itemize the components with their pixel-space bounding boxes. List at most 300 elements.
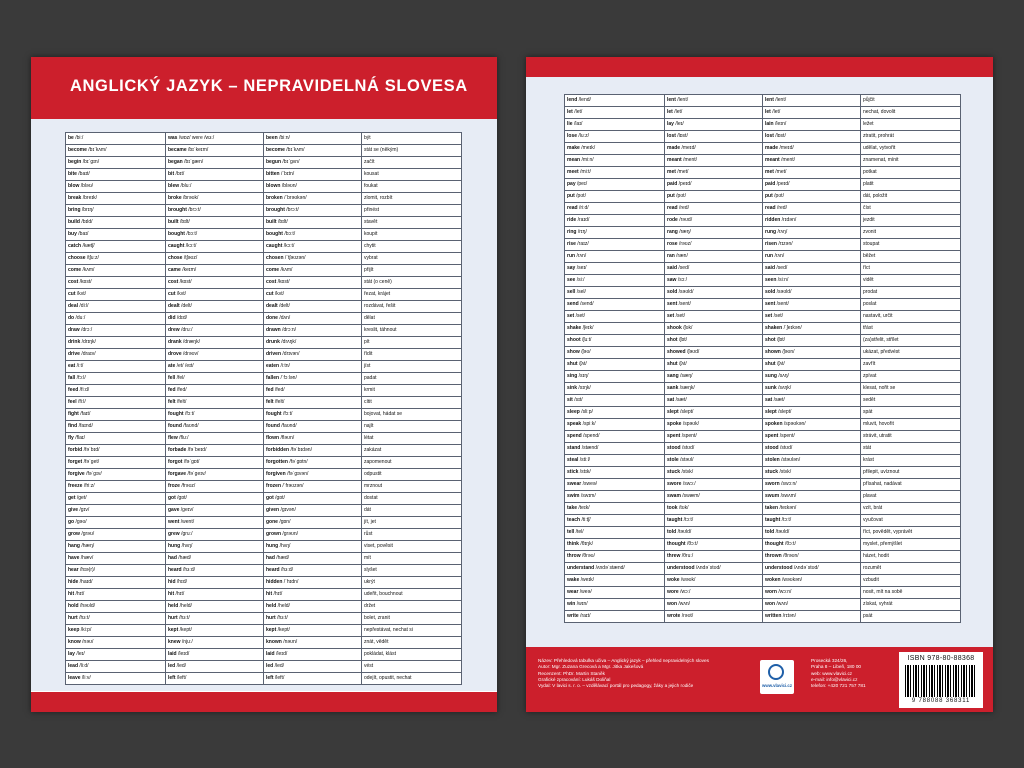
past-simple-cell <box>166 373 264 385</box>
past-participle-cell <box>763 539 861 551</box>
infinitive-pronunciation: /haɪd/ <box>79 579 93 585</box>
past-simple-cell <box>166 673 264 685</box>
past-participle-word: shown <box>765 349 781 355</box>
past-simple-word: thought <box>667 541 686 547</box>
infinitive-pronunciation: /let/ <box>574 109 583 115</box>
past-participle-cell <box>763 515 861 527</box>
czech-translation: vybrat <box>362 253 462 265</box>
czech-translation: poslat <box>861 299 961 311</box>
past-simple-pronunciation: /ʃʊk/ <box>683 325 693 331</box>
past-simple-cell <box>166 481 264 493</box>
past-simple-word: swam <box>667 493 681 499</box>
past-simple-cell <box>665 215 763 227</box>
table-row <box>565 287 961 299</box>
past-participle-cell <box>264 145 362 157</box>
past-simple-word: grew <box>168 531 180 537</box>
infinitive-cell <box>66 385 166 397</box>
czech-translation: být <box>362 133 462 145</box>
infinitive-word: lend <box>567 97 578 103</box>
czech-translation: házet, hodit <box>861 551 961 563</box>
infinitive-pronunciation: /pʊt/ <box>576 193 586 199</box>
infinitive-pronunciation: /baɪ/ <box>78 231 89 237</box>
past-participle-pronunciation: /slept/ <box>778 409 792 415</box>
past-simple-cell <box>665 563 763 575</box>
infinitive-word: blow <box>68 183 80 189</box>
infinitive-pronunciation: /luːz/ <box>578 133 589 139</box>
past-simple-pronunciation: /ɡeɪv/ <box>180 507 194 513</box>
past-simple-word: showed <box>667 349 686 355</box>
past-simple-pronunciation: /brɔːt/ <box>188 207 201 213</box>
czech-translation: vzbudit <box>861 575 961 587</box>
table-row <box>66 229 462 241</box>
past-simple-pronunciation: /njuː/ <box>181 639 193 645</box>
czech-translation: vidět <box>861 275 961 287</box>
infinitive-cell <box>66 373 166 385</box>
infinitive-word: see <box>567 277 576 283</box>
czech-translation: vést <box>362 661 462 673</box>
infinitive-word: lie <box>567 121 573 127</box>
table-row <box>66 361 462 373</box>
past-participle-word: sunk <box>765 385 777 391</box>
past-simple-pronunciation: /druː/ <box>181 327 193 333</box>
table-row <box>66 445 462 457</box>
past-participle-word: sat <box>765 397 773 403</box>
past-simple-cell <box>665 275 763 287</box>
infinitive-cell <box>565 287 665 299</box>
infinitive-cell <box>66 169 166 181</box>
past-simple-pronunciation: /delt/ <box>181 303 192 309</box>
infinitive-word: take <box>567 505 578 511</box>
past-simple-pronunciation: /təʊld/ <box>677 529 692 535</box>
past-participle-word: bitten <box>266 171 280 177</box>
past-participle-cell <box>763 359 861 371</box>
past-simple-pronunciation: /slept/ <box>680 409 694 415</box>
czech-translation: odpustit <box>362 469 462 481</box>
table-row <box>565 419 961 431</box>
past-participle-cell <box>264 469 362 481</box>
czech-translation: zavřít <box>861 359 961 371</box>
infinitive-pronunciation: /set/ <box>575 313 586 319</box>
past-participle-cell <box>763 335 861 347</box>
infinitive-cell <box>66 505 166 517</box>
infinitive-pronunciation: /seɪ/ <box>576 265 587 271</box>
infinitive-word: wake <box>567 577 580 583</box>
past-simple-word: let <box>667 109 673 115</box>
table-row <box>66 181 462 193</box>
past-participle-word: told <box>765 529 775 535</box>
past-participle-word: eaten <box>266 363 280 369</box>
infinitive-pronunciation: /θɪŋk/ <box>580 541 593 547</box>
infinitive-pronunciation: /liːd/ <box>79 663 89 669</box>
past-simple-cell <box>166 637 264 649</box>
table-row <box>565 563 961 575</box>
infinitive-cell <box>66 361 166 373</box>
past-simple-cell <box>166 529 264 541</box>
infinitive-pronunciation: /liːv/ <box>81 675 91 681</box>
table-row <box>66 325 462 337</box>
infinitive-word: feel <box>68 399 77 405</box>
past-simple-cell <box>665 491 763 503</box>
table-row <box>66 313 462 325</box>
table-row <box>66 673 462 685</box>
past-participle-word: ridden <box>765 217 781 223</box>
past-simple-pronunciation: /bɪˈkeɪm/ <box>188 147 209 153</box>
infinitive-word: say <box>567 265 576 271</box>
past-participle-cell <box>264 193 362 205</box>
table-row <box>66 205 462 217</box>
past-participle-pronunciation: /hʌŋ/ <box>279 543 291 549</box>
past-participle-pronunciation: /rʌŋ/ <box>777 229 788 235</box>
past-participle-word: forbidden <box>266 447 290 453</box>
past-simple-cell <box>665 539 763 551</box>
infinitive-pronunciation: /riːd/ <box>578 205 589 211</box>
infinitive-pronunciation: /fəˈɡet/ <box>83 459 100 465</box>
czech-translation: ukázat, předvést <box>861 347 961 359</box>
past-participle-word: shot <box>765 337 776 343</box>
past-participle-pronunciation: /səʊld/ <box>776 289 792 295</box>
infinitive-word: break <box>68 195 82 201</box>
past-participle-pronunciation: /let/ <box>772 109 781 115</box>
infinitive-cell <box>66 229 166 241</box>
infinitive-cell <box>66 625 166 637</box>
past-simple-word: stood <box>667 445 681 451</box>
past-simple-pronunciation: /stʌk/ <box>681 469 694 475</box>
past-participle-cell <box>264 361 362 373</box>
table-row <box>66 157 462 169</box>
past-simple-cell <box>665 467 763 479</box>
past-participle-pronunciation: /ˈfrəʊzən/ <box>282 483 304 489</box>
infinitive-pronunciation: /ʃeɪk/ <box>582 325 594 331</box>
past-participle-pronunciation: /biːn/ <box>279 135 290 141</box>
infinitive-pronunciation: /drɔː/ <box>81 327 93 333</box>
czech-translation: dostat <box>362 493 462 505</box>
past-participle-word: won <box>765 601 775 607</box>
past-participle-word: built <box>266 219 277 225</box>
past-participle-pronunciation: /sent/ <box>776 301 789 307</box>
infinitive-pronunciation: /ɡrəʊ/ <box>81 531 95 537</box>
past-participle-pronunciation: /rʌn/ <box>774 253 785 259</box>
past-participle-cell <box>264 529 362 541</box>
past-simple-pronunciation: /fluː/ <box>179 435 189 441</box>
infinitive-word: build <box>68 219 80 225</box>
czech-translation: zvonit <box>861 227 961 239</box>
table-row <box>565 95 961 107</box>
table-row <box>66 649 462 661</box>
past-participle-word: felt <box>266 399 274 405</box>
infinitive-cell <box>66 349 166 361</box>
past-simple-word: bit <box>168 171 175 177</box>
past-simple-word: sank <box>667 385 679 391</box>
past-simple-cell <box>166 181 264 193</box>
table-row <box>66 145 462 157</box>
czech-translation: udeřit, bouchnout <box>362 589 462 601</box>
infinitive-pronunciation: /stɪk/ <box>579 469 591 475</box>
czech-translation: vzít, brát <box>861 503 961 515</box>
past-simple-cell <box>166 241 264 253</box>
past-participle-cell <box>264 565 362 577</box>
credits-line: Recenzent: PhDr. Martin Staněk <box>538 670 605 676</box>
past-simple-cell <box>665 323 763 335</box>
infinitive-word: buy <box>68 231 77 237</box>
czech-translation: přinést <box>362 205 462 217</box>
past-participle-pronunciation: /drʌŋk/ <box>281 339 297 345</box>
past-simple-cell <box>665 599 763 611</box>
past-simple-cell <box>166 313 264 325</box>
infinitive-word: come <box>68 267 82 273</box>
infinitive-pronunciation: /lend/ <box>578 97 591 103</box>
infinitive-pronunciation: /leɪ/ <box>76 651 85 657</box>
infinitive-word: keep <box>68 627 80 633</box>
past-participle-pronunciation: /ɡɒt/ <box>275 495 285 501</box>
infinitive-word: swim <box>567 493 580 499</box>
infinitive-word: grow <box>68 531 80 537</box>
infinitive-word: put <box>567 193 575 199</box>
czech-translation: rozdávat, řešit <box>362 301 462 313</box>
czech-translation: půjčit <box>861 95 961 107</box>
infinitive-cell <box>66 277 166 289</box>
infinitive-cell <box>565 311 665 323</box>
infinitive-pronunciation: /bɪld/ <box>81 219 93 225</box>
table-row <box>565 311 961 323</box>
past-simple-pronunciation: /stəʊl/ <box>680 457 694 463</box>
table-row <box>565 251 961 263</box>
past-participle-pronunciation: /sʌŋ/ <box>778 373 789 379</box>
infinitive-cell <box>66 337 166 349</box>
past-participle-pronunciation: /leɪn/ <box>775 121 787 127</box>
infinitive-word: choose <box>68 255 86 261</box>
past-simple-cell <box>665 107 763 119</box>
czech-translation: stavět <box>362 217 462 229</box>
czech-translation: spát <box>861 407 961 419</box>
infinitive-pronunciation: /drɪŋk/ <box>81 339 96 345</box>
past-simple-word: heard <box>168 567 182 573</box>
past-participle-word: taken <box>765 505 779 511</box>
infinitive-word: throw <box>567 553 581 559</box>
past-simple-word: forgot <box>168 459 183 465</box>
past-participle-pronunciation: /hɜːt/ <box>277 615 288 621</box>
past-simple-pronunciation: /hɪd/ <box>176 579 188 585</box>
publisher-logo <box>760 660 794 694</box>
past-participle-word: drawn <box>266 327 281 333</box>
table-row <box>565 143 961 155</box>
czech-translation: kreslit, táhnout <box>362 325 462 337</box>
infinitive-pronunciation: /stænd/ <box>581 445 599 451</box>
sheet-footer-band <box>31 692 497 712</box>
infinitive-pronunciation: /fəˈbɪd/ <box>83 447 100 453</box>
past-participle-word: spoken <box>765 421 783 427</box>
past-participle-word: given <box>266 507 280 513</box>
infinitive-word: understand <box>567 565 595 571</box>
infinitive-word: teach <box>567 517 581 523</box>
past-simple-cell <box>665 287 763 299</box>
past-participle-word: caught <box>266 243 283 249</box>
czech-translation: držet <box>362 601 462 613</box>
czech-translation: stát <box>861 443 961 455</box>
past-simple-pronunciation: /keɪm/ <box>182 267 197 273</box>
past-participle-pronunciation: /təʊld/ <box>775 529 790 535</box>
infinitive-word: fly <box>68 435 74 441</box>
infinitive-cell <box>66 469 166 481</box>
past-participle-cell <box>763 491 861 503</box>
infinitive-word: run <box>567 253 576 259</box>
infinitive-cell <box>66 457 166 469</box>
past-simple-pronunciation: /went/ <box>180 519 195 525</box>
past-simple-pronunciation: /dræŋk/ <box>183 339 200 345</box>
credits-line: Grafické zpracování: Lukáš Doliňal <box>538 676 611 682</box>
past-participle-word: kept <box>266 627 277 633</box>
infinitive-cell <box>66 409 166 421</box>
infinitive-cell <box>66 613 166 625</box>
past-simple-word: fought <box>168 411 184 417</box>
table-row <box>565 335 961 347</box>
past-simple-pronunciation: /fəˈbeɪd/ <box>187 447 207 453</box>
past-simple-pronunciation: /wɒz/ were /wɜː/ <box>178 135 215 141</box>
table-row <box>66 541 462 553</box>
past-simple-pronunciation: /swɔː/ <box>682 481 696 487</box>
past-participle-pronunciation: /wʌn/ <box>776 601 789 607</box>
table-row <box>66 373 462 385</box>
infinitive-pronunciation: /həʊld/ <box>79 603 96 609</box>
infinitive-pronunciation: /bɪˈɡɪn/ <box>82 159 100 165</box>
past-participle-word: swum <box>765 493 780 499</box>
past-participle-word: risen <box>765 241 777 247</box>
infinitive-cell <box>66 529 166 541</box>
past-participle-pronunciation: /kɒst/ <box>277 279 290 285</box>
past-participle-pronunciation: /leɪd/ <box>276 651 288 657</box>
infinitive-pronunciation: /tʃuːz/ <box>86 255 99 261</box>
past-simple-word: shook <box>667 325 682 331</box>
past-participle-cell <box>264 157 362 169</box>
infinitive-pronunciation: /tiːtʃ/ <box>581 517 591 523</box>
past-participle-cell <box>264 229 362 241</box>
infinitive-cell <box>66 313 166 325</box>
past-simple-cell <box>665 527 763 539</box>
table-row <box>565 383 961 395</box>
infinitive-cell <box>66 265 166 277</box>
past-simple-cell <box>665 119 763 131</box>
table-row <box>66 433 462 445</box>
czech-translation: dělat <box>362 313 462 325</box>
past-simple-cell <box>665 443 763 455</box>
past-participle-pronunciation: /held/ <box>277 603 290 609</box>
infinitive-cell <box>565 395 665 407</box>
past-simple-pronunciation: /felt/ <box>176 399 187 405</box>
czech-translation: mrznout <box>362 481 462 493</box>
past-simple-pronunciation: /fɔːt/ <box>184 411 195 417</box>
infinitive-pronunciation: /fiːl/ <box>78 399 86 405</box>
past-simple-pronunciation: /tʊk/ <box>678 505 689 511</box>
past-simple-word: hit <box>168 591 175 597</box>
past-simple-word: spoke <box>667 421 682 427</box>
infinitive-pronunciation: /miːt/ <box>580 169 591 175</box>
past-participle-word: gone <box>266 519 278 525</box>
past-participle-pronunciation: /stʊd/ <box>780 445 793 451</box>
infinitive-cell <box>66 517 166 529</box>
infinitive-word: read <box>567 205 578 211</box>
czech-translation: nechat, dovolit <box>861 107 961 119</box>
past-simple-word: woke <box>667 577 680 583</box>
table-row <box>565 323 961 335</box>
table-row <box>565 587 961 599</box>
infinitive-pronunciation: /miːn/ <box>581 157 594 163</box>
infinitive-pronunciation: /spend/ <box>583 433 600 439</box>
past-participle-pronunciation: /ɡɪvən/ <box>280 507 296 513</box>
past-simple-cell <box>166 133 264 145</box>
past-simple-pronunciation: /kɔːt/ <box>185 243 197 249</box>
past-simple-pronunciation: /spəʊk/ <box>682 421 700 427</box>
past-simple-cell <box>665 503 763 515</box>
czech-translation: rozumět <box>861 563 961 575</box>
past-participle-cell <box>763 479 861 491</box>
past-participle-word: let <box>765 109 771 115</box>
past-participle-pronunciation: /spent/ <box>779 433 795 439</box>
czech-translation: zapomenout <box>362 457 462 469</box>
past-participle-cell <box>763 191 861 203</box>
past-participle-word: cut <box>266 291 274 297</box>
czech-translation: říct, povědět, vyprávět <box>861 527 961 539</box>
infinitive-pronunciation: /weə/ <box>579 589 592 595</box>
past-simple-cell <box>665 251 763 263</box>
table-row <box>565 527 961 539</box>
infinitive-pronunciation: /rʌn/ <box>576 253 587 259</box>
table-row <box>66 637 462 649</box>
infinitive-cell <box>66 421 166 433</box>
imprint-footer <box>526 647 993 712</box>
czech-translation: ztratit, prohrát <box>861 131 961 143</box>
czech-translation: chytit <box>362 241 462 253</box>
past-participle-word: done <box>266 315 278 321</box>
past-simple-word: sent <box>667 301 678 307</box>
infinitive-pronunciation: /kʌt/ <box>76 291 87 297</box>
past-participle-word: thought <box>765 541 784 547</box>
infinitive-pronunciation: /meɪk/ <box>581 145 596 151</box>
past-participle-word: slept <box>765 409 777 415</box>
past-participle-pronunciation: /swɔːn/ <box>781 481 797 487</box>
infinitive-word: hit <box>68 591 75 597</box>
infinitive-pronunciation: /faɪt/ <box>80 411 91 417</box>
past-participle-word: worn <box>765 589 777 595</box>
past-simple-pronunciation: /wəʊk/ <box>680 577 696 583</box>
table-row <box>565 155 961 167</box>
infinitive-word: bite <box>68 171 77 177</box>
past-simple-pronunciation: /spent/ <box>681 433 697 439</box>
infinitive-cell <box>66 181 166 193</box>
past-simple-word: stole <box>667 457 679 463</box>
past-participle-word: seen <box>765 277 777 283</box>
infinitive-cell <box>565 347 665 359</box>
past-participle-pronunciation: /ˈbɪtn/ <box>281 171 295 177</box>
past-simple-word: led <box>168 663 176 669</box>
table-row <box>565 599 961 611</box>
past-participle-pronunciation: /sʌŋk/ <box>778 385 792 391</box>
czech-translation: plavat <box>861 491 961 503</box>
table-row <box>565 611 961 623</box>
past-simple-pronunciation: /brəʊk/ <box>183 195 199 201</box>
past-simple-pronunciation: /led/ <box>176 663 187 669</box>
isbn-box <box>899 652 983 708</box>
page-title: ANGLICKÝ JAZYK – NEPRAVIDELNÁ SLOVESA <box>70 77 468 95</box>
past-participle-word: found <box>266 423 280 429</box>
infinitive-cell <box>66 649 166 661</box>
infinitive-word: shoot <box>567 337 581 343</box>
past-participle-cell <box>264 337 362 349</box>
past-simple-pronunciation: /fed/ <box>176 387 187 393</box>
infinitive-pronunciation: /hɪt/ <box>75 591 85 597</box>
past-simple-pronunciation: /bɪt/ <box>175 171 185 177</box>
past-simple-word: forbade <box>168 447 187 453</box>
past-simple-word: shut <box>667 361 678 367</box>
table-row <box>66 217 462 229</box>
